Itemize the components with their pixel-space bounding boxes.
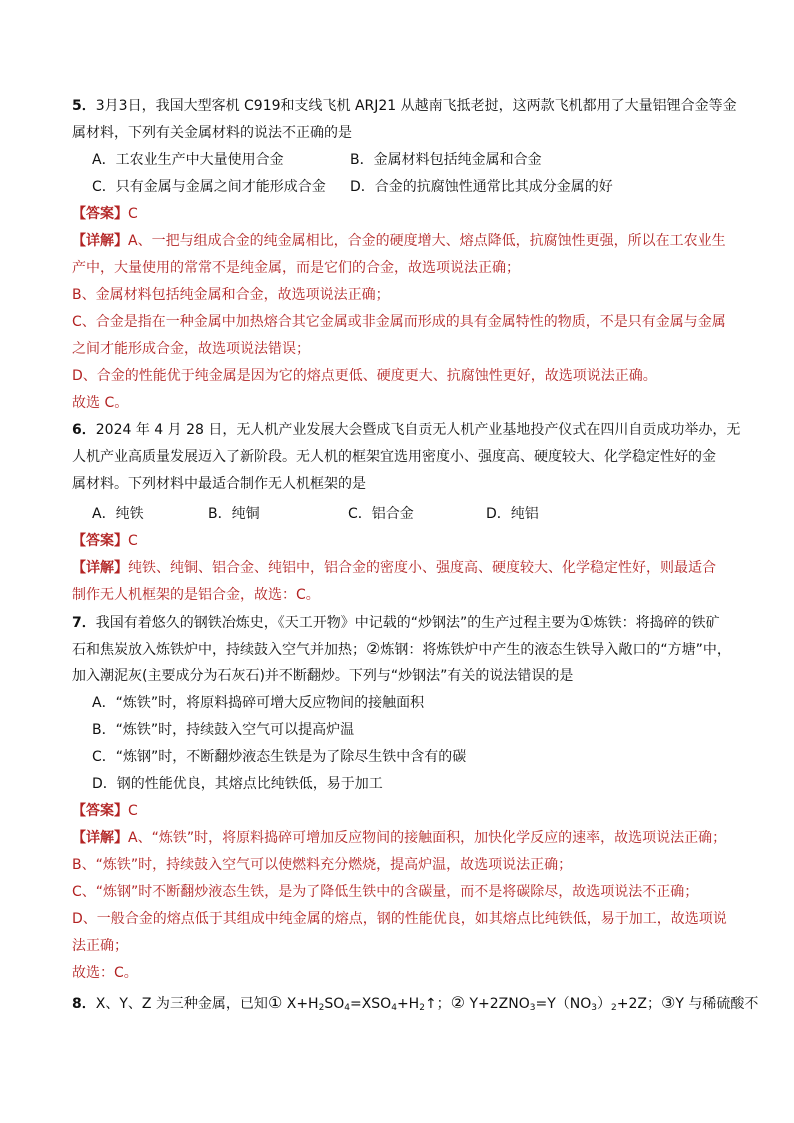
q7-detail-line1: 【详解】A、“炼铁”时，将原料捣碎可增加反应物间的接触面积，加快化学反应的速率，故选项说法正确；	[72, 830, 727, 846]
q7-stem-line1: 7．我国有着悠久的钢铁冶炼史，《天工开物》中记载的“炒钢法”的生产过程主要为①炼铁：将捣碎的铁矿	[72, 612, 720, 631]
q7-answer: 【答案】C	[72, 803, 138, 819]
q5-option-d: D．合金的抗腐蚀性通常比其成分金属的好	[350, 179, 613, 195]
q5-option-a: A．工农业生产中大量使用合金	[92, 152, 284, 168]
q6-detail-line1: 【详解】纯铁、纯铜、铝合金、纯铝中，铝合金的密度小、强度高、硬度较大、化学稳定性好，则最适合	[72, 560, 716, 576]
q7-conclusion: 故选：C。	[72, 965, 138, 981]
q6-option-a: A．纯铁	[92, 506, 144, 522]
q5-option-b: B．金属材料包括纯金属和合金	[350, 152, 542, 168]
q5-detail-line5: 之间才能形成合金，故选项说法错误；	[72, 341, 310, 357]
q6-stem-line3: 属材料。下列材料中最适合制作无人机框架的是	[72, 476, 366, 492]
q7-number: 7．	[72, 615, 96, 631]
q7-stem-line2: 石和焦炭放入炼铁炉中，持续鼓入空气并加热；②炼钢：将炼铁炉中产生的液态生铁导入敞口的“方塘”中，	[72, 639, 731, 658]
q6-option-b: B．纯铜	[208, 506, 260, 522]
q6-option-c: C．铝合金	[348, 506, 414, 522]
q7-detail-line3: C、“炼钢”时不断翻炒液态生铁，是为了降低生铁中的含碳量，而不是将碳除尽，故选项说法不正确；	[72, 884, 699, 900]
q6-stem-line2: 人机产业高质量发展迈入了新阶段。无人机的框架宜选用密度小、强度高、硬度较大、化学稳定性好的金	[72, 449, 716, 465]
q7-detail-line4: D、一般合金的熔点低于其组成中纯金属的熔点，钢的性能优良，如其熔点比纯铁低，易于加工，故选项说	[72, 911, 727, 927]
q5-number: 5．	[72, 98, 96, 114]
q5-detail-line2: 产中，大量使用的常常不是纯金属，而是它们的合金，故选项说法正确；	[72, 260, 520, 276]
q6-number: 6．	[72, 422, 96, 438]
q5-detail-line4: C、合金是指在一种金属中加热熔合其它金属或非金属而形成的具有金属特性的物质，不是只有金属与金属	[72, 314, 726, 330]
q7-option-b: B．“炼铁”时，持续鼓入空气可以提高炉温	[92, 722, 355, 738]
q5-detail-line6: D、合金的性能优于纯金属是因为它的熔点更低、硬度更大、抗腐蚀性更好，故选项说法正确。	[72, 368, 657, 384]
q5-conclusion: 故选 C。	[72, 395, 129, 411]
q7-option-d: D．钢的性能优良，其熔点比纯铁低，易于加工	[92, 776, 383, 792]
q7-detail-line5: 法正确；	[72, 938, 128, 954]
q7-stem-line3: 加入潮泥灰(主要成分为石灰石)并不断翻炒。下列与“炒钢法”有关的说法错误的是	[72, 668, 574, 684]
q7-option-a: A．“炼铁”时，将原料捣碎可增大反应物间的接触面积	[92, 695, 425, 711]
q6-detail-line2: 制作无人机框架的是铝合金，故选：C。	[72, 587, 320, 603]
q7-option-c: C．“炼钢”时，不断翻炒液态生铁是为了除尽生铁中含有的碳	[92, 749, 467, 765]
q8-equation-1: $X+H_2SO_4=XSO_4+H_2↑$；	[282, 996, 451, 1013]
q7-detail-line2: B、“炼铁”时，持续鼓入空气可以使燃料充分燃烧，提高炉温，故选项说法正确；	[72, 857, 573, 873]
q5-detail-line1: 【详解】A、一把与组成合金的纯金属相比，合金的硬度增大、熔点降低，抗腐蚀性更强，所以在工农业生	[72, 233, 726, 249]
q8-equation-2: $Y+2ZNO_3=Y(NO_3)_2+2Z$；	[465, 996, 661, 1013]
q5-answer: 【答案】C	[72, 206, 138, 222]
q5-stem-line1: 5．3月3日，我国大型客机 C919和支线飞机 ARJ21 从越南飞抵老挝，这两款飞机都用了大量铝锂合金等金	[72, 98, 737, 114]
q5-stem-line2: 属材料，下列有关金属材料的说法不正确的是	[72, 125, 352, 141]
q8-number: 8．	[72, 996, 96, 1012]
q6-answer: 【答案】C	[72, 533, 138, 549]
q8-stem-line1: 8．X、Y、Z 为三种金属，已知① $X+H_2SO_4=XSO_4+H_2↑$；② $Y+2ZNO_3=Y(NO_3)_2+2Z$；③Y 与稀硫酸不	[72, 993, 759, 1013]
q6-stem-line1: 6．2024 年 4 月 28 日，无人机产业发展大会暨成飞自贡无人机产业基地投产仪式在四川自贡成功举办，无	[72, 422, 741, 438]
q5-option-c: C．只有金属与金属之间才能形成合金	[92, 179, 326, 195]
q6-option-d: D．纯铝	[486, 506, 539, 522]
q5-detail-line3: B、金属材料包括纯金属和合金，故选项说法正确；	[72, 287, 390, 303]
